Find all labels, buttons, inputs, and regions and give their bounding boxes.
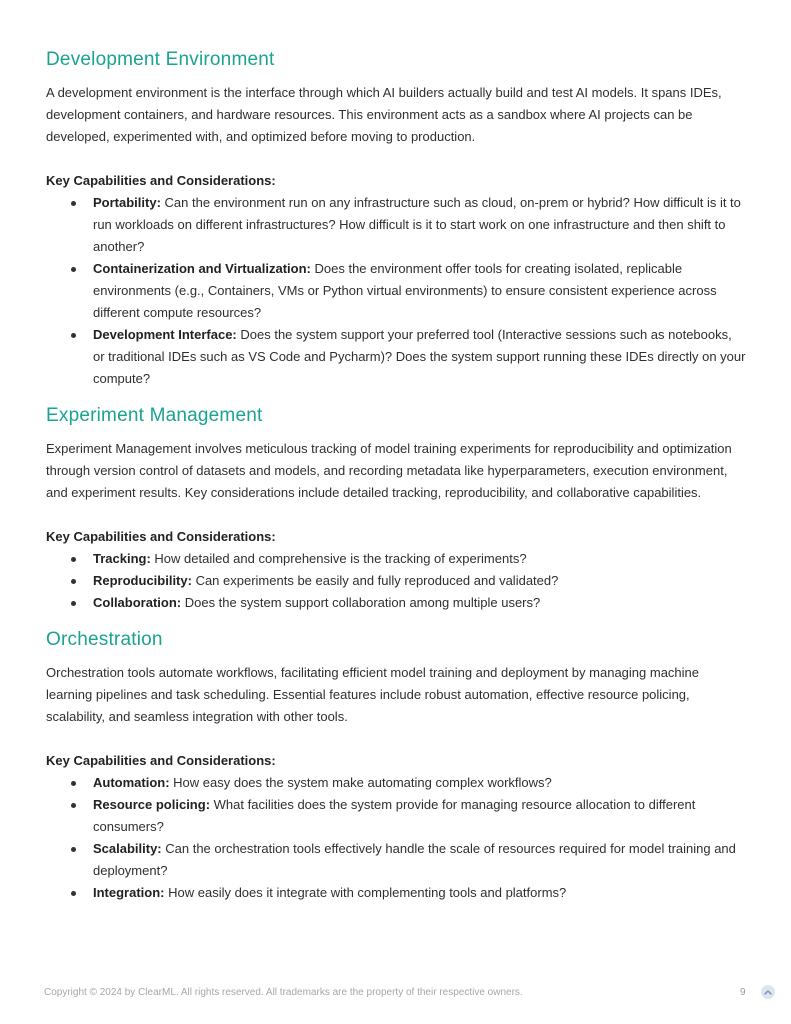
- capabilities-list: [46, 772, 746, 904]
- item-term: Integration:: [93, 885, 165, 900]
- item-term: Resource policing:: [93, 797, 211, 812]
- page-footer: [44, 986, 779, 1002]
- item-text: Can the orchestration tools effectively handle the scale of resources required for model training and deployment?: [93, 841, 736, 878]
- item-term: Collaboration:: [93, 595, 182, 610]
- bullet-icon: [71, 557, 76, 562]
- item-term: Portability:: [93, 195, 161, 210]
- section-title: Experiment Management: [46, 405, 263, 426]
- section-development-environment: [46, 48, 746, 390]
- chevron-up-glyph: [764, 989, 772, 995]
- item-text: How easy does the system make automating complex workflows?: [169, 775, 552, 790]
- item-text: Can the environment run on any infrastructure such as cloud, on-prem or hybrid? How difficult is it to run workloads on different infrastructures? How difficult is it to start work on one infrastructure and then shift to another?: [93, 195, 741, 254]
- bullet-icon: [71, 579, 76, 584]
- list-item: [46, 592, 746, 614]
- page-number: 9: [740, 987, 746, 998]
- bullet-icon: [71, 267, 76, 272]
- list-item: [46, 772, 746, 794]
- section-title: Orchestration: [46, 629, 163, 650]
- section-intro: Orchestration tools automate workflows, facilitating efficient model training and deployment by managing machine learning pipelines and task scheduling. Essential features include robust automation, effective resource policing, scalability, and seamless integration with other tools.: [46, 665, 699, 724]
- item-text: Does the environment offer tools for creating isolated, replicable environments (e.g., Containers, VMs or Python virtual environments) to ensure consistent experience across different compute resources?: [93, 261, 717, 320]
- list-item: [46, 838, 746, 882]
- item-term: Development Interface:: [93, 327, 237, 342]
- item-text: Does the system support your preferred tool (Interactive sessions such as notebooks, or traditional IDEs such as VS Code and Pycharm)? Does the system support running these IDEs directly on your compute?: [93, 327, 746, 386]
- capabilities-list: [46, 548, 746, 614]
- list-item: [46, 570, 746, 592]
- section-experiment-management: [46, 404, 746, 614]
- list-item: [46, 258, 746, 324]
- section-intro: Experiment Management involves meticulous tracking of model training experiments for reproducibility and optimization through version control of datasets and models, and recording metadata like hyperparameters, execution environment, and experiment results. Key considerations include detailed tracking, reproducibility, and collaborative capabilities.: [46, 441, 732, 500]
- item-term: Reproducibility:: [93, 573, 192, 588]
- item-text: How easily does it integrate with complementing tools and platforms?: [164, 885, 567, 900]
- section-orchestration: [46, 628, 746, 904]
- list-item: [46, 794, 746, 838]
- bullet-icon: [71, 891, 76, 896]
- key-capabilities-title: Key Capabilities and Considerations:: [46, 753, 276, 768]
- item-text: How detailed and comprehensive is the tracking of experiments?: [150, 551, 527, 566]
- section-intro: A development environment is the interface through which AI builders actually build and test AI models. It spans IDEs, development containers, and hardware resources. This environment acts as a sandbox where AI projects can be developed, experimented with, and optimized before moving to production.: [46, 85, 722, 144]
- list-item: [46, 548, 746, 570]
- list-item: [46, 882, 746, 904]
- item-term: Tracking:: [93, 551, 151, 566]
- item-text: What facilities does the system provide for managing resource allocation to different consumers?: [93, 797, 696, 834]
- section-title: Development Environment: [46, 49, 275, 70]
- bullet-icon: [71, 601, 76, 606]
- item-term: Scalability:: [93, 841, 162, 856]
- bullet-icon: [71, 333, 76, 338]
- chevron-up-icon[interactable]: [761, 985, 775, 999]
- item-text: Does the system support collaboration among multiple users?: [181, 595, 541, 610]
- capabilities-list: [46, 192, 746, 390]
- bullet-icon: [71, 803, 76, 808]
- list-item: [46, 192, 746, 258]
- copyright-text: Copyright © 2024 by ClearML. All rights reserved. All trademarks are the property of their respective owners.: [44, 987, 523, 998]
- document-page: [46, 48, 746, 904]
- key-capabilities-title: Key Capabilities and Considerations:: [46, 173, 276, 188]
- key-capabilities-title: Key Capabilities and Considerations:: [46, 529, 276, 544]
- list-item: [46, 324, 746, 390]
- bullet-icon: [71, 847, 76, 852]
- item-text: Can experiments be easily and fully reproduced and validated?: [191, 573, 559, 588]
- item-term: Containerization and Virtualization:: [93, 261, 311, 276]
- bullet-icon: [71, 781, 76, 786]
- item-term: Automation:: [93, 775, 170, 790]
- bullet-icon: [71, 201, 76, 206]
